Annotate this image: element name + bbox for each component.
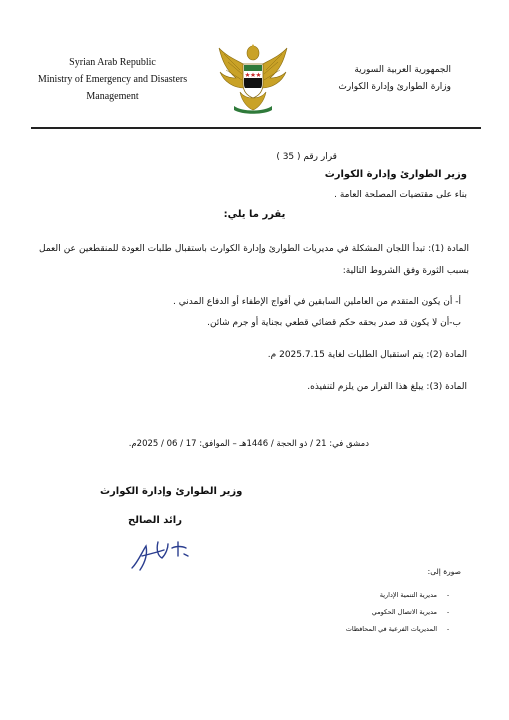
copy-to-item: -مديرية الاتصال الحكومي xyxy=(371,608,450,616)
article-1: المادة (1): تبدأ اللجان المشكلة في مديريات الطوارئ وإدارة الكوارث باستقبال طلبات العودة للمنقطعين عن العمل بسبب الثورة وفق الشروط التالية: xyxy=(39,244,469,276)
copy-to-list xyxy=(346,587,459,638)
en-country-line: Syrian Arab Republic xyxy=(69,57,156,68)
syrian-eagle-emblem-icon xyxy=(216,40,290,116)
signatory-title: وزير الطوارئ وإدارة الكوارث xyxy=(100,486,243,497)
en-ministry-line-2: Management xyxy=(86,91,139,102)
ar-ministry-line: وزارة الطوارئ وإدارة الكوارث xyxy=(338,82,451,92)
copy-to-item: -المديريات الفرعية في المحافظات xyxy=(345,625,450,633)
condition-b: ب-أن لا يكون قد صدر بحقه حكم قضائي قطعي بجناية أو جرم شائن. xyxy=(207,318,461,328)
copy-to-label: صورة إلى: xyxy=(427,567,461,576)
ar-country-line: الجمهورية العربية السورية xyxy=(354,65,451,75)
en-ministry-line: Ministry of Emergency and Disasters xyxy=(37,74,188,85)
preamble: بناء على مقتضيات المصلحة العامة . xyxy=(334,190,467,200)
condition-a: أ- أن يكون المتقدم من العاملين السابقين في أفواج الإطفاء أو الدفاع المدني . xyxy=(173,297,461,307)
handwritten-signature-icon xyxy=(128,534,190,574)
decides-heading: يقرر ما يلي: xyxy=(223,209,286,220)
date-line: دمشق في: 21 / ذو الحجة / 1446هـ – الموافق: 17 / 06 / 2025م. xyxy=(128,439,369,449)
arabic-letterhead xyxy=(301,62,451,96)
issuer-title: وزير الطوارئ وإدارة الكوارث xyxy=(324,169,467,180)
article-2: المادة (2): يتم استقبال الطلبات لغاية 2025.7.15 م. xyxy=(267,350,467,360)
header-divider xyxy=(31,127,481,129)
copy-to-item: -مديرية التنمية الإدارية xyxy=(379,591,450,599)
decision-number: قرار رقم ( 35 ) xyxy=(276,152,337,162)
article-3: المادة (3): يبلغ هذا القرار من يلزم لتنفيذه. xyxy=(307,382,467,392)
signatory-name: رائد الصالح xyxy=(128,515,182,526)
english-letterhead xyxy=(30,54,195,105)
